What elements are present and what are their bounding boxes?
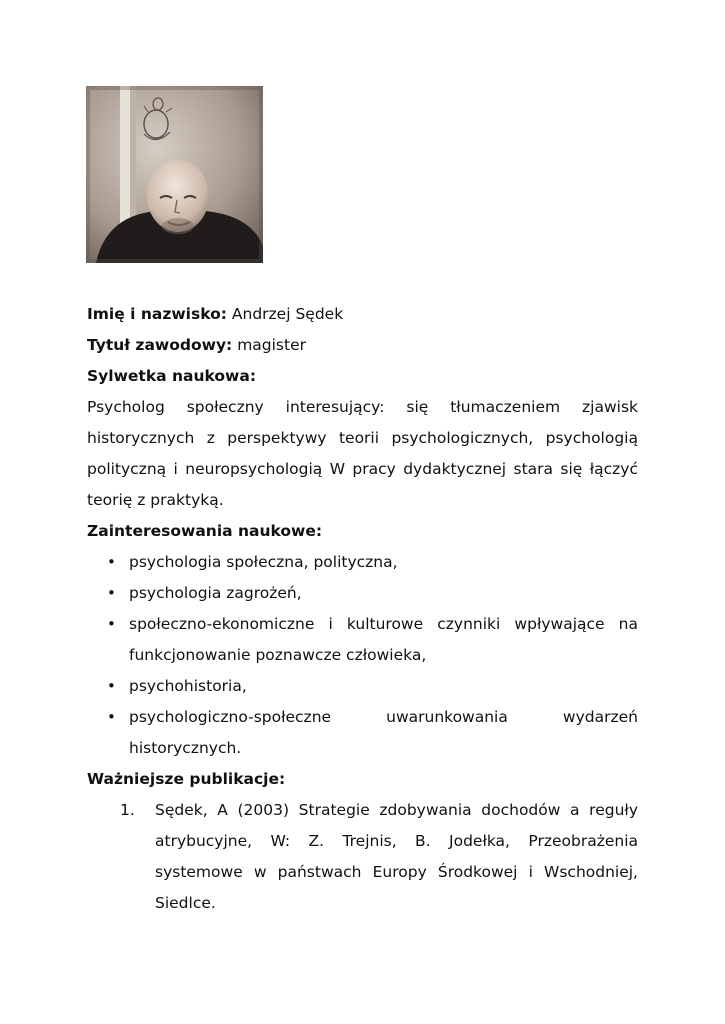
list-item (87, 609, 638, 671)
title-label: Tytuł zawodowy: (87, 336, 233, 354)
list-item (87, 671, 638, 702)
list-item (87, 702, 638, 764)
name-value: Andrzej Sędek (231, 305, 344, 323)
bullet-icon: • (107, 615, 116, 633)
name-label: Imię i nazwisko: (87, 305, 227, 323)
interest-text: psychohistoria, (129, 677, 247, 695)
interests-list (87, 547, 638, 764)
portrait-photo (86, 86, 263, 263)
interest-text: psychologia społeczna, polityczna, (129, 553, 398, 571)
interest-text: psychologia zagrożeń, (129, 584, 302, 602)
interest-text: społeczno-ekonomiczne i kulturowe czynniki wpływające na funkcjonowanie poznawcze człowieka, (129, 615, 638, 664)
bio-heading: Sylwetka naukowa: (87, 367, 257, 385)
publications-heading: Ważniejsze publikacje: (87, 770, 286, 788)
profile-content (87, 299, 638, 919)
title-line (87, 330, 638, 361)
bio-text: Psycholog społeczny interesujący: się tłumaczeniem zjawisk historycznych z perspektywy teorii psychologicznych, psychologią polityczną i neuropsychologią W pracy dydaktycznej stara się łączyć teorię z praktyką. (87, 398, 638, 509)
bullet-icon: • (107, 677, 116, 695)
interest-text: psychologiczno-społeczne uwarunkowania wydarzeń historycznych. (129, 708, 638, 757)
list-item (87, 578, 638, 609)
publication-number: 1. (120, 801, 135, 819)
interests-heading: Zainteresowania naukowe: (87, 522, 323, 540)
publication-text: Sędek, A (2003) Strategie zdobywania dochodów a reguły atrybucyjne, W: Z. Trejnis, B. Jodełka, Przeobrażenia systemowe w państwach Europy Środkowej i Wschodniej, Siedlce. (155, 801, 638, 912)
title-value: magister (237, 336, 306, 354)
list-item (87, 547, 638, 578)
bullet-icon: • (107, 553, 116, 571)
bullet-icon: • (107, 584, 116, 602)
list-item (87, 795, 638, 919)
bullet-icon: • (107, 708, 116, 726)
publications-list (87, 795, 638, 919)
name-line (87, 299, 638, 330)
